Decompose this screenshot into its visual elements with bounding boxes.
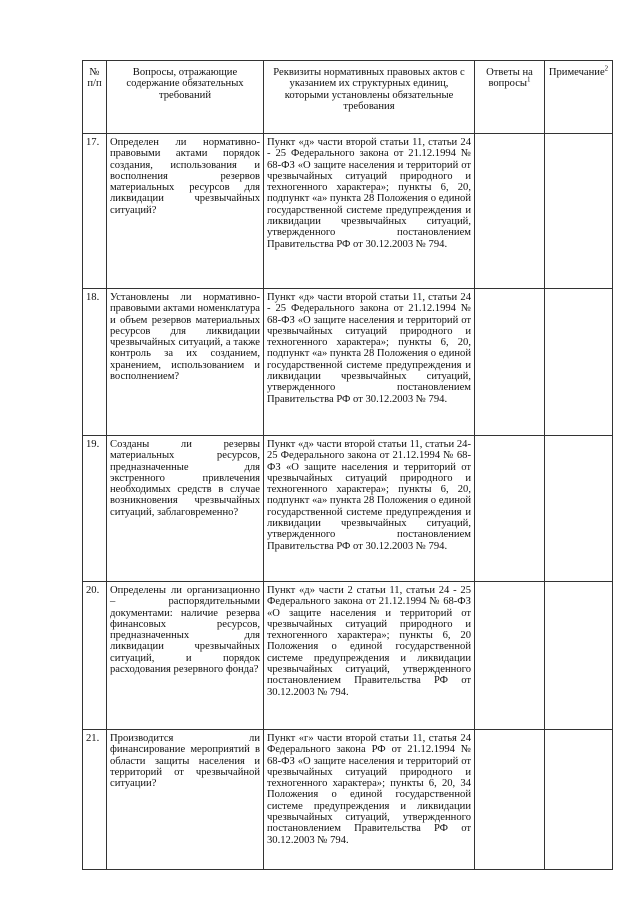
row-question: Определен ли нормативно-правовыми актами порядок создания, использования и восполнения резервов материальных ресурсов для ликвидации чрезвычайных ситуаций? (107, 134, 264, 289)
row-note-cell[interactable] (545, 436, 613, 582)
row-number: 17. (83, 134, 107, 289)
row-answer-cell[interactable] (475, 134, 545, 289)
row-note-cell[interactable] (545, 582, 613, 730)
row-answer-cell[interactable] (475, 730, 545, 870)
row-question: Определены ли организационно – распорядительными документами: наличие резерва финансовых ресурсов, предназначенных для ликвидации чрезвычайных ситуаций, и порядок расходования резервного фонда? (107, 582, 264, 730)
row-question: Созданы ли резервы материальных ресурсов, предназначенные для экстренного привлечения необходимых средств в случае возникновения чрезвычайных ситуаций, заблаговременно? (107, 436, 264, 582)
row-answer-cell[interactable] (475, 582, 545, 730)
row-note-cell[interactable] (545, 134, 613, 289)
row-note-cell[interactable] (545, 730, 613, 870)
table-row (83, 582, 613, 730)
table-row (83, 134, 613, 289)
table-row (83, 289, 613, 436)
row-question: Установлены ли нормативно-правовыми актами номенклатура и объем резервов материальных ресурсов для ликвидации чрезвычайных ситуаций, а также контроль за их созданием, хранением, использованием и восполнением? (107, 289, 264, 436)
header-num: № п/п (83, 61, 107, 134)
table-row (83, 436, 613, 582)
row-number: 18. (83, 289, 107, 436)
row-question: Производится ли финансирование мероприятий в области защиты населения и территорий от чрезвычайной ситуации? (107, 730, 264, 870)
table-row (83, 730, 613, 870)
row-number: 21. (83, 730, 107, 870)
header-note-label: Примечание (548, 67, 605, 78)
row-answer-cell[interactable] (475, 289, 545, 436)
header-answers-footnote: 1 (527, 75, 531, 84)
header-answers-label: Ответы на вопросы (486, 67, 533, 90)
row-number: 20. (83, 582, 107, 730)
header-question: Вопросы, отражающие содержание обязательных требований (107, 61, 264, 134)
header-note (545, 61, 613, 134)
header-answers (475, 61, 545, 134)
row-requisites: Пункт «г» части второй статьи 11, статья 24 Федерального закона РФ от 21.12.1994 № 68-ФЗ «О защите населения и территорий от чрезвычайных ситуаций природного и техногенного характера»; пункты 6, 20, 34 Положения о единой государственной системе предупреждения и ликвидации чрезвычайных ситуаций, утвержденного постановлением Правительства РФ от 30.12.2003 № 794. (264, 730, 475, 870)
row-note-cell[interactable] (545, 289, 613, 436)
row-requisites: Пункт «д» части второй статьи 11, статьи 24-25 Федерального закона от 21.12.1994 № 68-ФЗ «О защите населения и территорий от чрезвычайных ситуаций природного и техногенного характера»; пункты 6, 20, подпункт «а» пункта 28 Положения о единой государственной системе предупреждения и ликвидации чрезвычайных ситуаций, утвержденного постановлением Правительства РФ от 30.12.2003 № 794. (264, 436, 475, 582)
row-number: 19. (83, 436, 107, 582)
header-requisites: Реквизиты нормативных правовых актов с указанием их структурных единиц, которыми установлены обязательные требования (264, 61, 475, 134)
row-requisites: Пункт «д» части второй статьи 11, статьи 24 - 25 Федерального закона от 21.12.1994 № 68-ФЗ «О защите населения и территорий от чрезвычайных ситуаций природного и техногенного характера»; пункты 6, 20, подпункт «а» пункта 28 Положения о единой государственной системе предупреждения и ликвидации чрезвычайных ситуаций, утвержденного постановлением Правительства РФ от 30.12.2003 № 794. (264, 134, 475, 289)
header-note-footnote: 2 (604, 64, 609, 73)
row-requisites: Пункт «д» части 2 статьи 11, статьи 24 - 25 Федерального закона от 21.12.1994 № 68-ФЗ «О защите населения и территорий от чрезвычайных ситуаций природного и техногенного характера»; пункты 6, 20 Положения о единой государственной системе предупреждения и ликвидации чрезвычайных ситуаций, утвержденного постановлением Правительства РФ от 30.12.2003 № 794. (264, 582, 475, 730)
table-header-row (83, 61, 613, 134)
checklist-table (82, 60, 613, 870)
row-requisites: Пункт «д» части второй статьи 11, статьи 24 - 25 Федерального закона от 21.12.1994 № 68-ФЗ «О защите населения и территорий от чрезвычайных ситуаций природного и техногенного характера»; пункты 6, 20, подпункт «а» пункта 28 Положения о единой государственной системе предупреждения и ликвидации чрезвычайных ситуаций, утвержденного постановлением Правительства РФ от 30.12.2003 № 794. (264, 289, 475, 436)
row-answer-cell[interactable] (475, 436, 545, 582)
